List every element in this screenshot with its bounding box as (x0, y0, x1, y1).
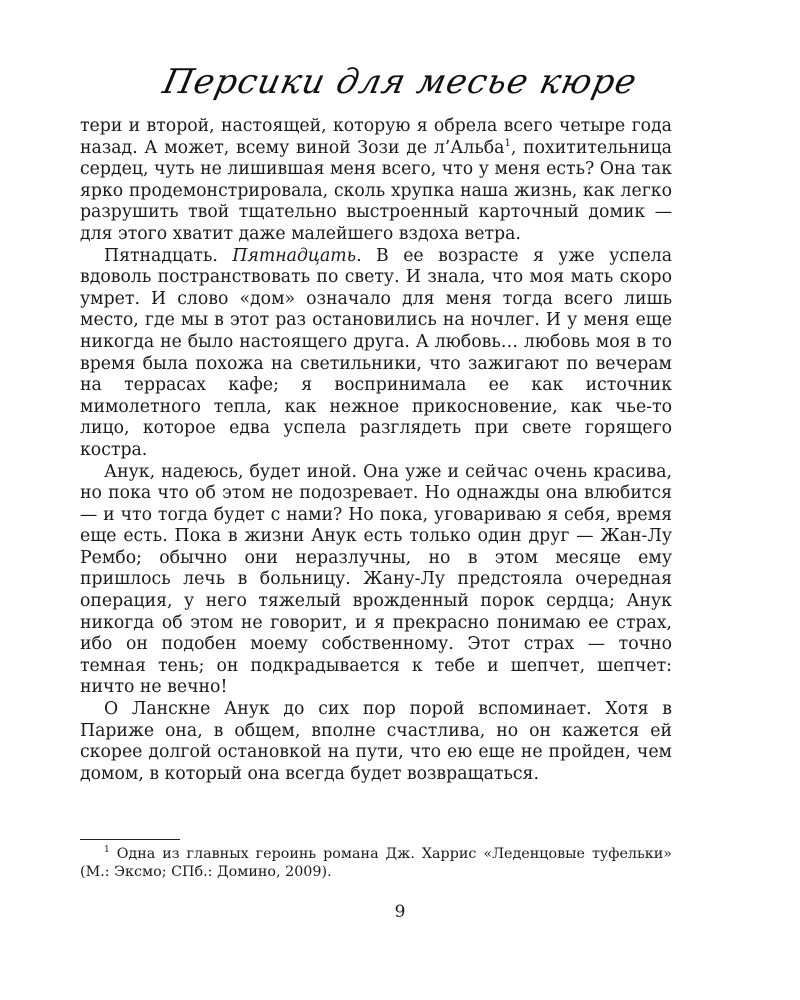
paragraph-4 (80, 699, 672, 785)
footnote-text: Одна из главных героинь романа Дж. Харрис «Леденцовые туфельки» (М.: Эксмо; СПб.: Домино, 2009). (80, 846, 672, 880)
page-number: 9 (394, 902, 406, 922)
running-header: Персики для месье кюре (159, 62, 641, 102)
footnote-divider (80, 839, 180, 840)
text-run: О Ланскне Анук до сих пор порой вспоминает. Хотя в Париже она, в общем, вполне счастлива, но он кажется ей скорее долгой остановкой на пути, что ею еще не пройден, чем домом, в который она всегда будет возвращаться. (80, 699, 672, 784)
text-run: тери и второй, настоящей, которую я обрела всего четыре года назад. А может, всему виной Зози де л’Альба (80, 116, 672, 158)
footnote (80, 845, 672, 881)
text-run: . В ее возрасте я уже успела вдоволь постранствовать по свету. И знала, что моя мать скоро умрет. И слово «дом» означало для меня тогда всего лишь место, где мы в этот раз остановились на ночлег. И у меня еще никогда не было настоящего друга. А любовь… любовь моя в то время была похожа на светильники, что зажигают по вечерам на террасах кафе; я воспринимала ее как источник мимолетного тепла, как нежное прикосновение, как чье-то лицо, которое едва успела разглядеть при свете горящего костра. (80, 245, 673, 460)
footnote-ref[interactable]: 1 (504, 137, 511, 149)
paragraph-1 (80, 116, 672, 246)
text-run: Анук, надеюсь, будет иной. Она уже и сейчас очень красива, но пока что об этом не подозревает. Но однажды она влюбится — и что тогда будет с нами? Но пока, уговариваю я себя, время еще есть. Пока в жизни Анук есть только один друг — Жан-Лу Рембо; обычно они неразлучны, но в этом месяце ему пришлось лечь в больницу. Жану-Лу предстояла очередная операция, у него тяжелый врожденный порок сердца; Анук никогда об этом не говорит, и я прекрасно понимаю ее страх, ибо он подобен моему собственному. Этот страх — точно темная тень; он подкрадывается к тебе и шепчет, шепчет: ничто не вечно! (80, 461, 672, 698)
emphasis-text: Пятнадцать (232, 245, 357, 266)
paragraph-2 (80, 246, 672, 462)
text-run: , похитительница сердец, чуть не лишившая меня всего, что у меня есть? Она так ярко продемонстрировала, сколь хрупка наша жизнь, как легко разрушить твой тщательно выстроенный карточный домик — для этого хватит даже малейшего вздоха ветра. (80, 137, 672, 244)
body-text (80, 116, 672, 785)
paragraph-3 (80, 462, 672, 700)
footnote-marker: 1 (104, 845, 110, 856)
text-run: Пятнадцать. (104, 245, 233, 266)
